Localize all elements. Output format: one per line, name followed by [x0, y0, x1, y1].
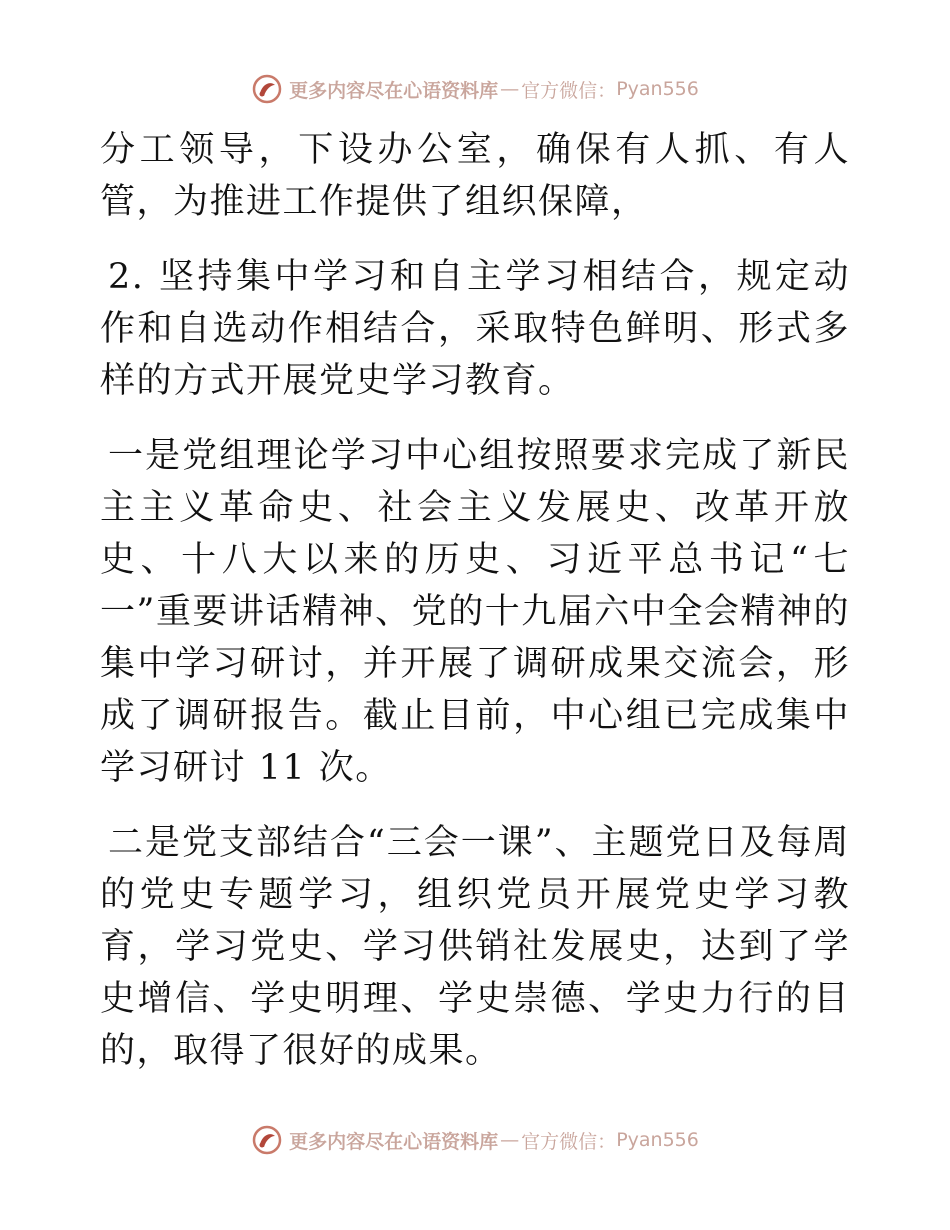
banner-dash: — [500, 78, 520, 100]
banner-sub-text: 官方微信： [521, 1130, 617, 1153]
banner-dash: — [500, 1129, 520, 1151]
document-body [100, 124, 850, 1077]
red-swirl-logo-icon [251, 73, 283, 105]
paragraph-3: 一是党组理论学习中心组按照要求完成了新民主主义革命史、社会主义发展史、改革开放史、十八大以来的历史、习近平总书记“七一”重要讲话精神、党的十九届六中全会精神的集中学习研讨，并开展了调研成果交流会，形成了调研报告。截止目前，中心组已完成集中学习研讨 11 次。 [100, 436, 850, 788]
banner-main-text: 更多内容尽在心语资料库 [289, 79, 499, 102]
banner-sub-text: 官方微信： [521, 79, 617, 102]
banner-wechat-id: Pyan556 [616, 78, 699, 100]
paragraph-2: 2. 坚持集中学习和自主学习相结合，规定动作和自选动作相结合，采取特色鲜明、形式多样的方式开展党史学习教育。 [100, 257, 850, 401]
footer-watermark-banner [0, 1123, 950, 1157]
header-watermark-banner [0, 72, 950, 106]
banner-main-text: 更多内容尽在心语资料库 [289, 1130, 499, 1153]
paragraph-4: 二是党支部结合“三会一课”、主题党日及每周的党史专题学习，组织党员开展党史学习教育，学习党史、学习供销社发展史，达到了学史增信、学史明理、学史崇德、学史力行的目的，取得了很好的成果。 [100, 823, 850, 1071]
banner-wechat-id: Pyan556 [616, 1129, 699, 1151]
paragraph-1: 分工领导，下设办公室，确保有人抓、有人管，为推进工作提供了组织保障， [100, 130, 850, 222]
red-swirl-logo-icon [251, 1124, 283, 1156]
